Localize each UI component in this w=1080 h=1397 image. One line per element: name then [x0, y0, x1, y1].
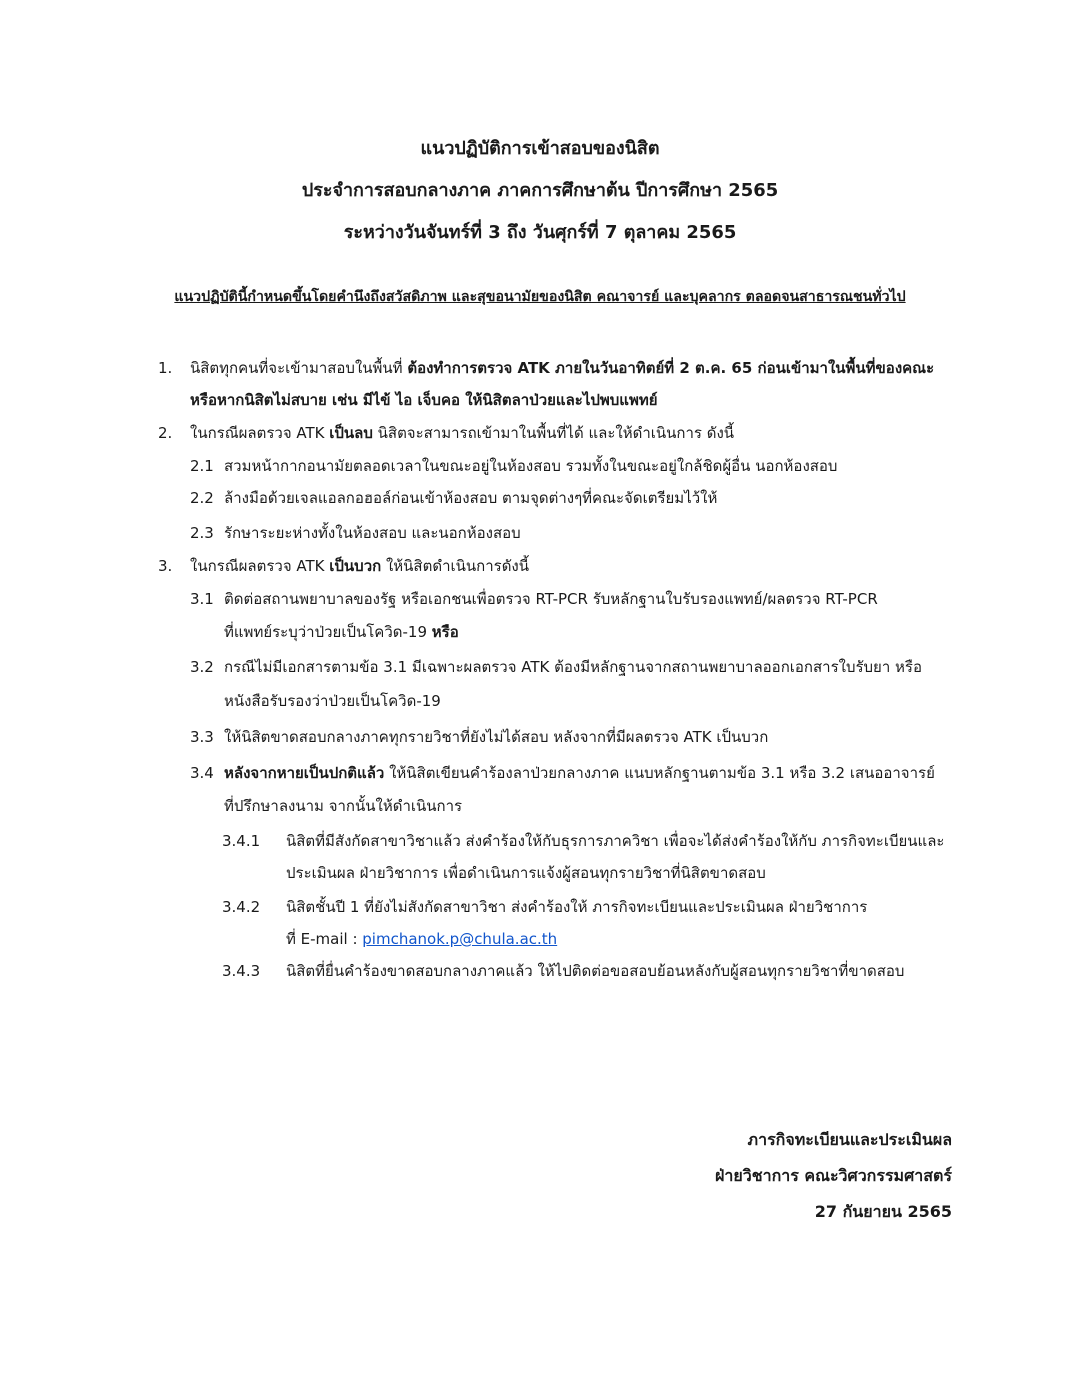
item-3-4-3-number: 3.4.3: [222, 962, 261, 980]
item-3-2-line-1: กรณีไม่มีเอกสารตามข้อ 3.1 มีเฉพาะผลตรวจ ATK ต้องมีหลักฐานจากสถานพยาบาลออกเอกสารใบรับยา หรือ: [224, 658, 922, 676]
signature-block: [715, 1122, 952, 1230]
item-2-1-number: 2.1: [190, 457, 214, 475]
item-2-text-negative: เป็นลบ: [329, 424, 373, 442]
item-3-4-2-line-2: [286, 928, 557, 950]
item-2-text-a: ในกรณีผลตรวจ ATK: [190, 424, 330, 442]
item-3-4-1-line-2: ประเมินผล ฝ่ายวิชาการ เพื่อดำเนินการแจ้งผู้สอนทุกรายวิชาที่นิสิตขาดสอบ: [286, 864, 766, 882]
item-3-1-text-or: หรือ: [431, 623, 459, 641]
item-2-2-number: 2.2: [190, 489, 214, 507]
title-line-1: แนวปฏิบัติการเข้าสอบของนิสิต: [420, 138, 660, 159]
item-3-4-2-line-1: นิสิตชั้นปี 1 ที่ยังไม่สังกัดสาขาวิชา ส่งคำร้องให้ ภารกิจทะเบียนและประเมินผล ฝ่ายวิชาการ: [286, 898, 868, 916]
item-3-4-1-number: 3.4.1: [222, 832, 261, 850]
item-3-2-number: 3.2: [190, 658, 214, 676]
item-3-3-text: ให้นิสิตขาดสอบกลางภาคทุกรายวิชาที่ยังไม่ได้สอบ หลังจากที่มีผลตรวจ ATK เป็นบวก: [224, 728, 769, 746]
item-1-text-b: ต้องทำการตรวจ ATK ภายในวันอาทิตย์ที่ 2 ต.ค. 65 ก่อนเข้ามาในพื้นที่ของคณะ: [407, 359, 935, 377]
title-line-3: ระหว่างวันจันทร์ที่ 3 ถึง วันศุกร์ที่ 7 ตุลาคม 2565: [343, 222, 737, 243]
item-2-3-number: 2.3: [190, 524, 214, 542]
item-2-number: 2.: [158, 424, 173, 442]
item-1-line-1: [190, 357, 934, 379]
title-line-2: ประจำการสอบกลางภาค ภาคการศึกษาต้น ปีการศึกษา 2565: [301, 180, 779, 201]
item-3-2-line-2: หนังสือรับรองว่าป่วยเป็นโควิด-19: [224, 692, 441, 710]
email-link[interactable]: pimchanok.p@chula.ac.th: [362, 930, 558, 948]
item-3-text-positive: เป็นบวก: [329, 557, 382, 575]
signature-department: ฝ่ายวิชาการ คณะวิศวกรรมศาสตร์: [715, 1166, 952, 1185]
item-2-text-c: นิสิตจะสามารถเข้ามาในพื้นที่ได้ และให้ดำเนินการ ดังนี้: [372, 424, 735, 442]
item-3-4-2-number: 3.4.2: [222, 898, 261, 916]
item-3-4-1-line-1: นิสิตที่มีสังกัดสาขาวิชาแล้ว ส่งคำร้องให้กับธุรการภาควิชา เพื่อจะได้ส่งคำร้องให้กับ ภารกิจทะเบียนและ: [286, 832, 945, 850]
item-3-4-2-email-label: ที่ E-mail :: [286, 930, 363, 948]
item-2-1-text: สวมหน้ากากอนามัยตลอดเวลาในขณะอยู่ในห้องสอบ รวมทั้งในขณะอยู่ใกล้ชิดผู้อื่น นอกห้องสอบ: [224, 457, 838, 475]
item-3-1-text-a: ที่แพทย์ระบุว่าป่วยเป็นโควิด-19: [224, 623, 432, 641]
item-3-text-a: ในกรณีผลตรวจ ATK: [190, 557, 330, 575]
item-1-number: 1.: [158, 359, 173, 377]
item-3-4-line-1: [224, 762, 935, 784]
item-3-4-text-a: หลังจากหายเป็นปกติแล้ว: [224, 764, 385, 782]
signature-unit: ภารกิจทะเบียนและประเมินผล: [747, 1130, 952, 1149]
item-3-number: 3.: [158, 557, 173, 575]
item-3-4-3-text: นิสิตที่ยื่นคำร้องขาดสอบกลางภาคแล้ว ให้ไปติดต่อขอสอบย้อนหลังกับผู้สอนทุกรายวิชาที่ขาดสอบ: [286, 962, 905, 980]
item-1-line-2: [190, 389, 658, 411]
item-3-1-line-1: ติดต่อสถานพยาบาลของรัฐ หรือเอกชนเพื่อตรวจ RT-PCR รับหลักฐานใบรับรองแพทย์/ผลตรวจ RT-PCR: [224, 590, 878, 608]
document-title: [0, 128, 1080, 254]
item-1-text-c: หรือหากนิสิตไม่สบาย เช่น มีไข้ ไอ เจ็บคอ ให้นิสิตลาป่วยและไปพบแพทย์: [190, 391, 658, 409]
item-3-text-c: ให้นิสิตดำเนินการดังนี้: [381, 557, 530, 575]
item-3-1-line-2: [224, 621, 459, 643]
item-1-text-a: นิสิตทุกคนที่จะเข้ามาสอบในพื้นที่: [190, 359, 408, 377]
item-2-3-text: รักษาระยะห่างทั้งในห้องสอบ และนอกห้องสอบ: [224, 524, 521, 542]
item-3-3-number: 3.3: [190, 728, 214, 746]
item-3-4-line-2: ที่ปรึกษาลงนาม จากนั้นให้ดำเนินการ: [224, 797, 463, 815]
signature-date: 27 กันยายน 2565: [814, 1202, 952, 1221]
item-3-1-number: 3.1: [190, 590, 214, 608]
item-2-line: [190, 422, 734, 444]
item-3-4-text-b: ให้นิสิตเขียนคำร้องลาป่วยกลางภาค แนบหลักฐานตามข้อ 3.1 หรือ 3.2 เสนออาจารย์: [384, 764, 935, 782]
item-3-line: [190, 555, 529, 577]
item-2-2-text: ล้างมือด้วยเจลแอลกอฮอล์ก่อนเข้าห้องสอบ ตามจุดต่างๆที่คณะจัดเตรียมไว้ให้: [224, 489, 718, 507]
item-3-4-number: 3.4: [190, 764, 214, 782]
intro-statement: แนวปฏิบัตินี้กำหนดขึ้นโดยคำนึงถึงสวัสดิภาพ และสุขอนามัยของนิสิต คณาจารย์ และบุคลากร ตลอดจนสาธารณชนทั่วไป: [174, 289, 906, 305]
